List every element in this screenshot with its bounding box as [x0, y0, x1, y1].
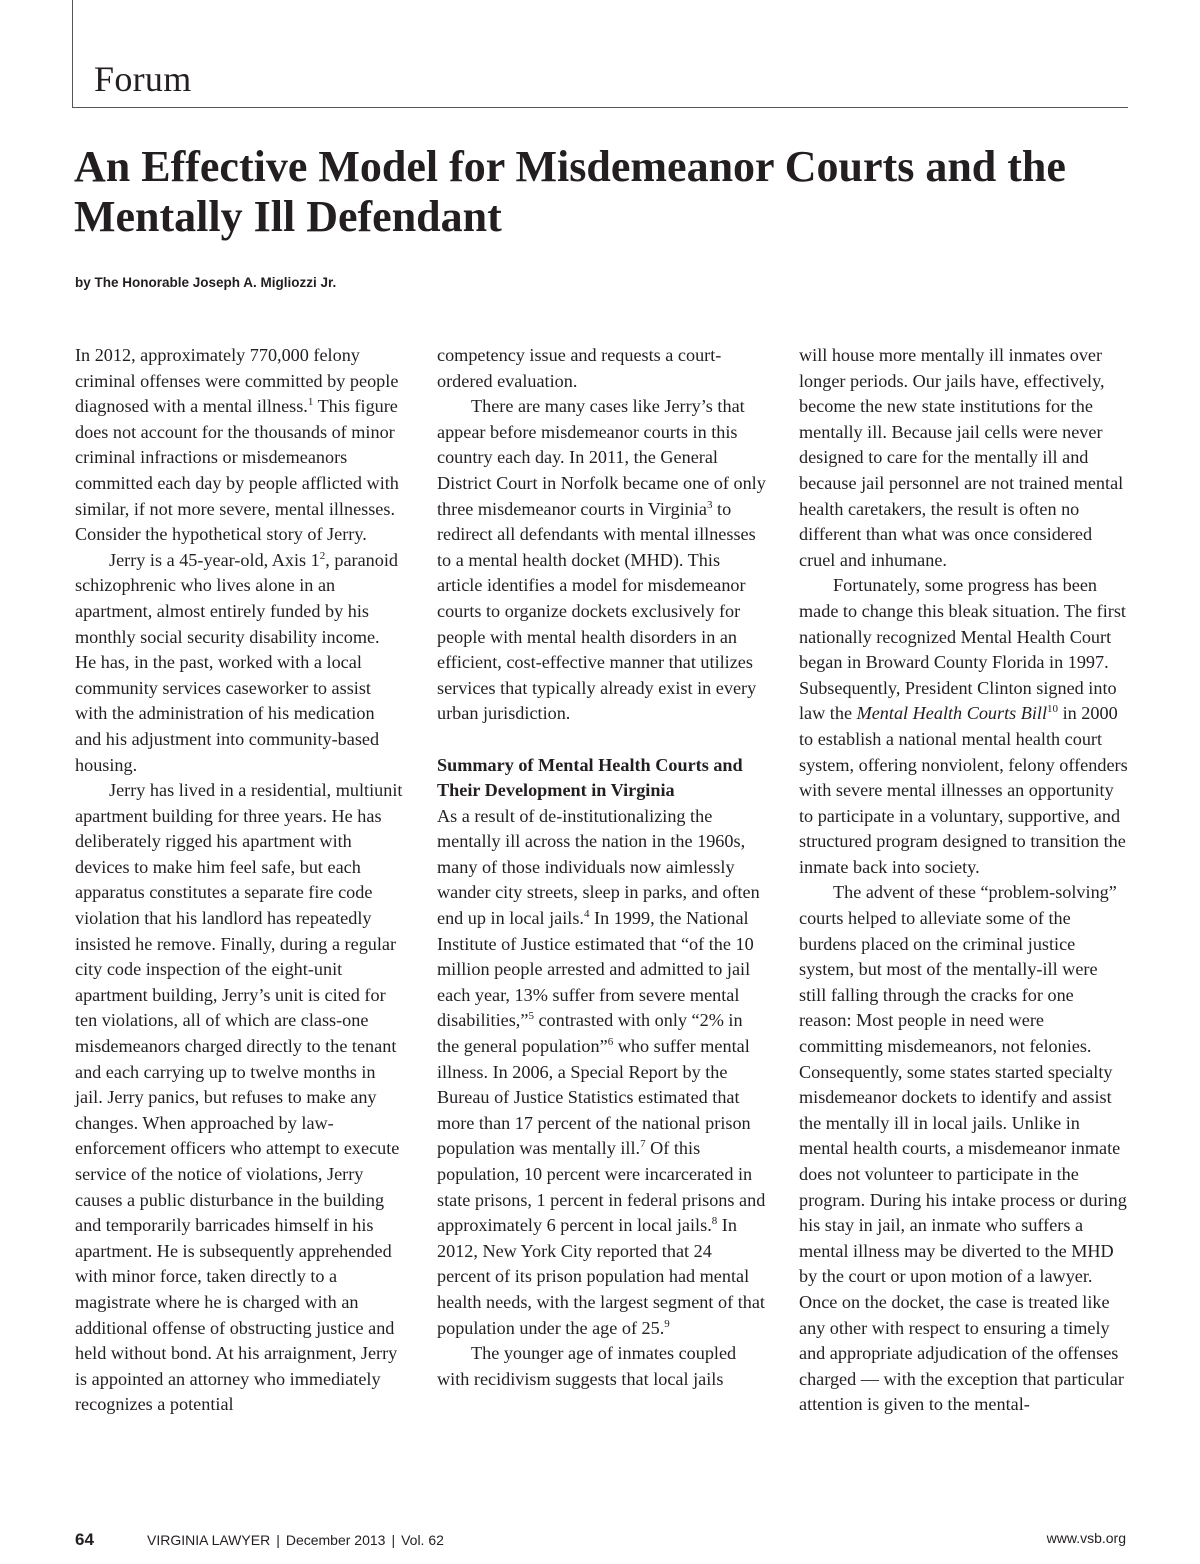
paragraph: The advent of these “problem-solving” courts helped to alleviate some of the burdens placed on the criminal justice system, but most of the mentally-ill were still falling through the cracks for one reason: Most people in need were committing misdemeanors, not felonies. Consequently, some states started specialty misdemeanor dockets to identify and assist the mentally ill in local jails. Unlike in mental health courts, a misdemeanor inmate does not volunteer to participate in the program. During his intake process or during his stay in jail, an inmate who suffers a mental illness may be diverted to the MHD by the court or upon motion of a lawyer. Once on the docket, the case is treated like any other with respect to ensuring a timely and appropriate adjudication of the offenses charged — with the exception that particular attention is given to the mental-: [799, 882, 1127, 1415]
volume: Vol. 62: [401, 1532, 444, 1548]
article-column-2: [437, 343, 767, 1392]
article-title: An Effective Model for Misdemeanor Courts and the Mentally Ill Defendant: [74, 142, 1066, 241]
separator: |: [391, 1532, 396, 1548]
publication-name: VIRGINIA LAWYER: [147, 1532, 271, 1548]
footnote-ref: 3: [706, 498, 713, 511]
publication-info: [147, 1532, 444, 1548]
paragraph: In 2012, approximately 770,000 felony criminal offenses were committed by people diagnosed with a mental illness.$^1$ This figure does not account for the thousands of minor criminal infractions or misdemeanors committed each day by people afflicted with similar, if not more severe, mental illnesses. Consider the hypothetical story of Jerry.: [75, 345, 399, 545]
section-heading: Summary of Mental Health Courts and Their Development in Virginia: [437, 754, 743, 801]
paragraph: As a result of de-institutionalizing the mentally ill across the nation in the 1960s, many of those individuals now aimlessly wander city streets, sleep in parks, and often end up in local jails.$^4$ In 1999, the National Institute of Justice estimated that “of the 10 million people arrested and admitted to jail each year, 13% suffer from severe mental disabilities,”$^5$ contrasted with only “2% in the general population”$^6$ who suffer mental illness. In 2006, a Special Report by the Bureau of Justice Statistics estimated that more than 17 percent of the national prison population was mentally ill.$^7$ Of this population, 10 percent were incarcerated in state prisons, 1 percent in federal prisons and approximately 6 percent in local jails.$^8$ In 2012, New York City reported that 24 percent of its prison population had mental health needs, with the largest segment of that population under the age of 25.$^9$: [437, 805, 766, 1338]
footnote-ref: 10: [1047, 703, 1059, 716]
paragraph: competency issue and requests a court-ordered evaluation.: [437, 345, 722, 391]
footnote-ref: 7: [640, 1138, 646, 1151]
footnote-ref: 9: [664, 1317, 670, 1330]
paragraph: Jerry is a 45-year-old, Axis $1^2$, paranoid schizophrenic who lives alone in an apartment, almost entirely funded by his monthly social security disability income. He has, in the past, worked with a local community services caseworker to assist with the administration of his medication and his adjustment into community-based housing.: [75, 549, 398, 775]
article-column-1: [75, 343, 405, 1418]
separator: |: [276, 1532, 280, 1548]
footnote-ref: 6: [607, 1036, 614, 1049]
paragraph: There are many cases like Jerry’s that appear before misdemeanor courts in this country each day. In 2011, the General District Court in Norfolk became one of only three misdemeanor courts in Virginia$^3$ to redirect all defendants with mental illnesses to a mental health docket (MHD). This article identifies a model for misdemeanor courts to organize dockets exclusively for people with mental health disorders in an efficient, cost-effective manner that utilizes services that typically already exist in every urban jurisdiction.: [437, 396, 766, 724]
website-link[interactable]: www.vsb.org: [1046, 1530, 1126, 1546]
footnote-ref: 1: [307, 396, 314, 409]
paragraph: Jerry has lived in a residential, multiunit apartment building for three years. He has deliberately rigged his apartment with devices to make him feel safe, but each apparatus constitutes a separate fire code violation that his landlord has repeatedly insisted he remove. Finally, during a regular city code inspection of the eight-unit apartment building, Jerry’s unit is cited for ten violations, all of which are class-one misdemeanors charged directly to the tenant and each carrying up to twelve months in jail. Jerry panics, but refuses to make any changes. When approached by law-enforcement officers who attempt to execute service of the notice of violations, Jerry causes a public disturbance in the building and temporarily barricades himself in his apartment. He is subsequently apprehended with minor force, taken directly to a magistrate where he is charged with an additional offense of obstructing justice and held without bond. At his arraignment, Jerry is appointed an attorney who immediately recognizes a potential: [75, 780, 403, 1415]
header-vertical-rule: [72, 0, 73, 108]
footnote-ref: 2: [319, 549, 326, 562]
article-column-3: [799, 343, 1129, 1418]
issue-date: December 2013: [285, 1532, 386, 1548]
paragraph: Fortunately, some progress has been made to change this bleak situation. The first nationally recognized Mental Health Court began in Broward County Florida in 1997. Subsequently, President Clinton signed into law the Mental Health Courts Bill$^{10}$ in 2000 to establish a national mental health court system, offering nonviolent, felony offenders with severe mental illnesses an opportunity to participate in a voluntary, supportive, and structured program designed to transition the inmate back into society.: [799, 575, 1128, 877]
paragraph: The younger age of inmates coupled with recidivism suggests that local jails: [437, 1343, 737, 1389]
footnote-ref: 4: [583, 908, 590, 921]
article-byline: by The Honorable Joseph A. Migliozzi Jr.: [75, 275, 337, 290]
header-horizontal-rule: [72, 107, 1128, 108]
footnote-ref: 5: [528, 1010, 534, 1023]
paragraph: will house more mentally ill inmates over longer periods. Our jails have, effectively, become the new state institutions for the mentally ill. Because jail cells were never designed to care for the mentally ill and because jail personnel are not trained mental health caretakers, the result is often no different than what was once considered cruel and inhumane.: [799, 345, 1124, 570]
page-number: 64: [75, 1530, 94, 1549]
footnote-ref: 8: [711, 1215, 718, 1228]
section-label: Forum: [94, 59, 192, 99]
